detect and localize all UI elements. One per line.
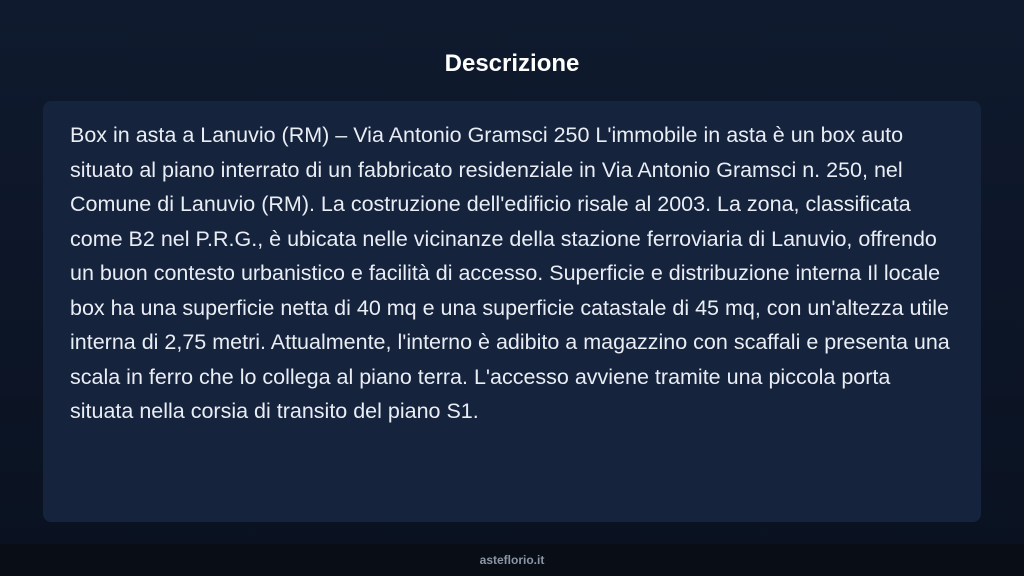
footer-bar [0, 544, 1024, 576]
description-text: Box in asta a Lanuvio (RM) – Via Antonio Gramsci 250 L'immobile in asta è un box auto situato al piano interrato di un fabbricato residenziale in Via Antonio Gramsci n. 250, nel Comune di Lanuvio (RM). La costruzione dell'edificio risale al 2003. La zona, classificata come B2 nel P.R.G., è ubicata nelle vicinanze della stazione ferroviaria di Lanuvio, offrendo un buon contesto urbanistico e facilità di accesso. Superficie e distribuzione interna Il locale box ha una superficie netta di 40 mq e una superficie catastale di 45 mq, con un'altezza utile interna di 2,75 metri. Attualmente, l'interno è adibito a magazzino con scaffali e presenta una scala in ferro che lo collega al piano terra. L'accesso avviene tramite una piccola porta situata nella corsia di transito del piano S1. [70, 123, 950, 423]
page-title: Descrizione [444, 50, 580, 77]
footer-site-link[interactable]: asteflorio.it [479, 553, 545, 567]
description-card [43, 101, 981, 522]
